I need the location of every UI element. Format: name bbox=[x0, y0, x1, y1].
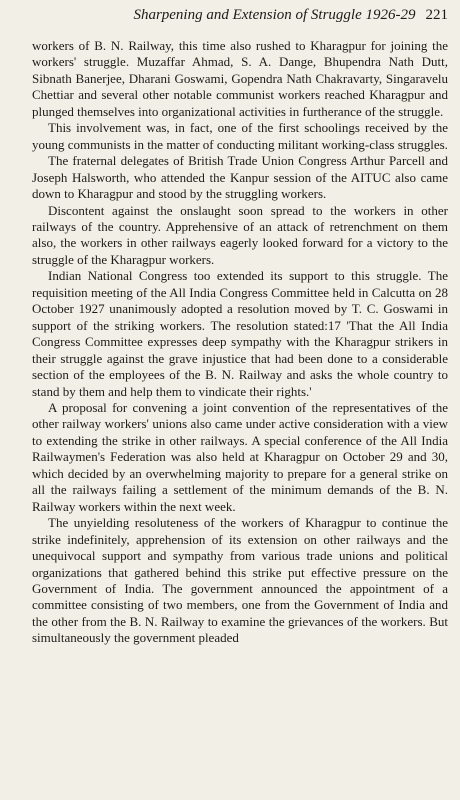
paragraph: Indian National Congress too extended its support to this struggle. The requisition meeting of the All India Congress Committee held in Calcutta on 28 October 1927 unanimously adopted a resolution moved by T. C. Goswami in support of the striking workers. The resolution stated:17 'That the All India Congress Committee expresses deep sympathy with the Kharagpur strikers in their struggle against the grave injustice that had been done to a considerable section of the employees of the B. N. Railway and asks the whole country to stand by them and help them to vindicate their rights.' bbox=[32, 268, 448, 399]
page-number: 221 bbox=[425, 7, 448, 23]
paragraph: A proposal for convening a joint convention of the representatives of the other railway workers' unions also came under active consideration with a view to extending the strike in other railways. A special conference of the All India Railwaymen's Federation was also held at Kharagpur on October 29 and 30, which decided by an overwhelming majority to prepare for a general strike on all the railways failing a settlement of the minimum demands of the B. N. Railway workers within the next week. bbox=[32, 399, 448, 514]
paragraph: The fraternal delegates of British Trade Union Congress Arthur Parcell and Joseph Halsworth, who attended the Kanpur session of the AITUC also came down to Kharagpur and stood by the struggling workers. bbox=[32, 153, 448, 202]
paragraph: This involvement was, in fact, one of the first schoolings received by the young communists in the matter of conducting militant working-class struggles. bbox=[32, 120, 448, 152]
page-header bbox=[32, 6, 448, 24]
body-text bbox=[32, 38, 448, 647]
paragraph: The unyielding resoluteness of the workers of Kharagpur to continue the strike indefinitely, apprehension of its extension on other railways and the unequivocal support and sympathy from various trade unions and political organizations that gathered behind this strike put effective pressure on the Government of India. The government announced the appointment of a committee consisting of two members, one from the Government of India and the other from the B. N. Railway to examine the grievances of the workers. But simultaneously the government pleaded bbox=[32, 515, 448, 646]
running-title: Sharpening and Extension of Struggle 1926-29 bbox=[133, 7, 416, 23]
paragraph: Discontent against the onslaught soon spread to the workers in other railways of the country. Apprehensive of an attack of retrenchment on them also, the workers in other railways eagerly looked forward for a victory to the struggle of the Kharagpur workers. bbox=[32, 202, 448, 267]
paragraph: workers of B. N. Railway, this time also rushed to Kharagpur for joining the workers' struggle. Muzaffar Ahmad, S. A. Dange, Bhupendra Nath Dutt, Sibnath Banerjee, Dharani Goswami, Gopendra Nath Chakravarty, Singaravelu Chettiar and several other notable communist workers reached Kharagpur and plunged themselves into organizational activities in furtherance of the struggle. bbox=[32, 38, 448, 119]
